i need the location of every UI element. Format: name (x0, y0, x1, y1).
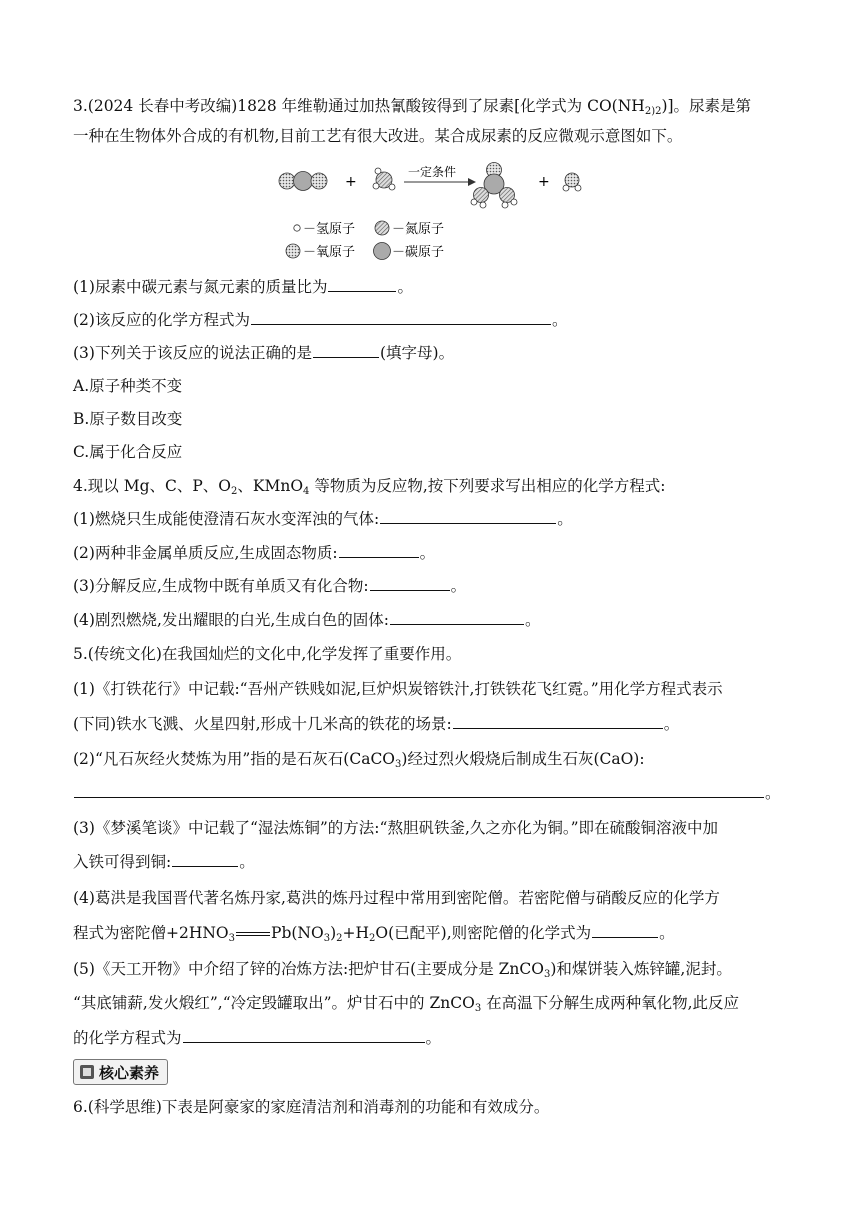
q5-sub1-line-2: (下同)铁水飞溅、火星四射,形成十几米高的铁花的场景: 。 (73, 715, 680, 733)
answer-blank[interactable] (74, 782, 764, 798)
plus-sign-2: + (538, 174, 550, 190)
q4-sub3: (3)分解反应,生成物中既有单质又有化合物: 。 (73, 577, 467, 595)
atom-legend (286, 221, 444, 260)
answer-blank[interactable] (339, 542, 419, 558)
q5-sub5-line-3: 的化学方程式为 。 (73, 1029, 442, 1047)
answer-blank[interactable] (313, 342, 379, 358)
q4-sub2: (2)两种非金属单质反应,生成固态物质: 。 (73, 544, 436, 562)
answer-blank[interactable] (380, 508, 556, 524)
q4-sub1: (1)燃烧只生成能使澄清石灰水变浑浊的气体: 。 (73, 510, 573, 528)
plus-sign: + (345, 174, 357, 190)
q5-sub5-line-2: “其底铺薪,发火煅红”,“冷定毁罐取出”。炉甘石中的 ZnCO$_3$ 在高温下分解生成两种氧化物,此反应 (73, 994, 740, 1014)
q3-stem-line-1: 3.(2024 长春中考改编)1828 年维勒通过加热氰酸铵得到了尿素[化学式为 $CO(NH_{2)2})$]。尿素是第 (73, 97, 752, 117)
q3-sub2: (2)该反应的化学方程式为 。 (73, 311, 568, 329)
answer-blank[interactable] (453, 713, 663, 729)
answer-blank[interactable] (592, 922, 658, 938)
q4-sub4: (4)剧烈燃烧,发出耀眼的白光,生成白色的固体: 。 (73, 611, 541, 629)
arrow-label: 一定条件 (408, 165, 457, 179)
q5-sub2-line-2: 。 (73, 782, 790, 804)
answer-blank[interactable] (183, 1027, 425, 1043)
answer-blank[interactable] (251, 309, 551, 325)
q3-option-c: C.属于化合反应 (73, 443, 183, 461)
answer-blank[interactable] (390, 609, 524, 625)
reaction-arrow (404, 164, 476, 186)
answer-blank[interactable] (172, 851, 238, 867)
q3-option-b: B.原子数目改变 (73, 410, 183, 428)
q5-sub4-line-1: (4)葛洪是我国晋代著名炼丹家,葛洪的炼丹过程中常用到密陀僧。若密陀僧与硝酸反应的化学方 (73, 889, 720, 907)
legend-oxygen: －氧原子 (303, 245, 356, 260)
q5-sub2-line-1: (2)“凡石灰经火焚炼为用”指的是石灰石(CaCO$_3$)经过烈火煅烧后制成生石灰(CaO): (73, 750, 645, 770)
co2-molecule (279, 172, 327, 191)
q5-sub4-line-2: 程式为密陀僧$+2HNO_3$ $Pb(NO_3)_2+H_2O$(已配平),则密陀僧的化学式为 。 (73, 924, 675, 944)
q3-stem-line-2: 一种在生物体外合成的有机物,目前工艺有很大改进。某合成尿素的反应微观示意图如下。 (73, 127, 683, 145)
answer-blank[interactable] (370, 575, 450, 591)
legend-hydrogen: －氢原子 (303, 222, 356, 237)
q5-sub3-line-2: 入铁可得到铜: 。 (73, 853, 255, 871)
answer-blank[interactable] (328, 276, 396, 292)
h2o-molecule (563, 173, 581, 191)
section-badge (73, 1059, 168, 1085)
legend-carbon: －碳原子 (392, 245, 445, 260)
q4-stem: 4.现以 Mg、C、P、$O_2$、KMnO$_4$ 等物质为反应物,按下列要求写出相应的化学方程式: (73, 477, 666, 497)
nh3-molecule (373, 168, 395, 190)
cube-icon (80, 1065, 94, 1079)
section-badge-label: 核心素养 (99, 1063, 160, 1082)
reaction-micro-diagram (270, 158, 590, 268)
legend-nitrogen: －氮原子 (392, 222, 445, 237)
equals-double-line (236, 932, 270, 936)
q5-sub5-line-1: (5)《天工开物》中介绍了锌的冶炼方法:把炉甘石(主要成分是 ZnCO$_3$)和煤饼装入炼锌罐,泥封。 (73, 960, 732, 980)
q5-stem: 5.(传统文化)在我国灿烂的文化中,化学发挥了重要作用。 (73, 645, 462, 663)
q3-sub3: (3)下列关于该反应的说法正确的是 (填字母)。 (73, 344, 455, 362)
q5-sub3-line-1: (3)《梦溪笔谈》中记载了“湿法炼铜”的方法:“熬胆矾铁釜,久之亦化为铜。”即在硫酸铜溶液中加 (73, 819, 719, 837)
q6-stem: 6.(科学思维)下表是阿豪家的家庭清洁剂和消毒剂的功能和有效成分。 (73, 1098, 550, 1116)
q3-option-a: A.原子种类不变 (73, 377, 183, 395)
q3-sub1: (1)尿素中碳元素与氮元素的质量比为 。 (73, 278, 413, 296)
q5-sub1-line-1: (1)《打铁花行》中记载:“吾州产铁贱如泥,巨炉炽炭镕铁汁,打铁铁花飞红霓。”用化学方程式表示 (73, 680, 723, 698)
urea-molecule (471, 163, 517, 209)
